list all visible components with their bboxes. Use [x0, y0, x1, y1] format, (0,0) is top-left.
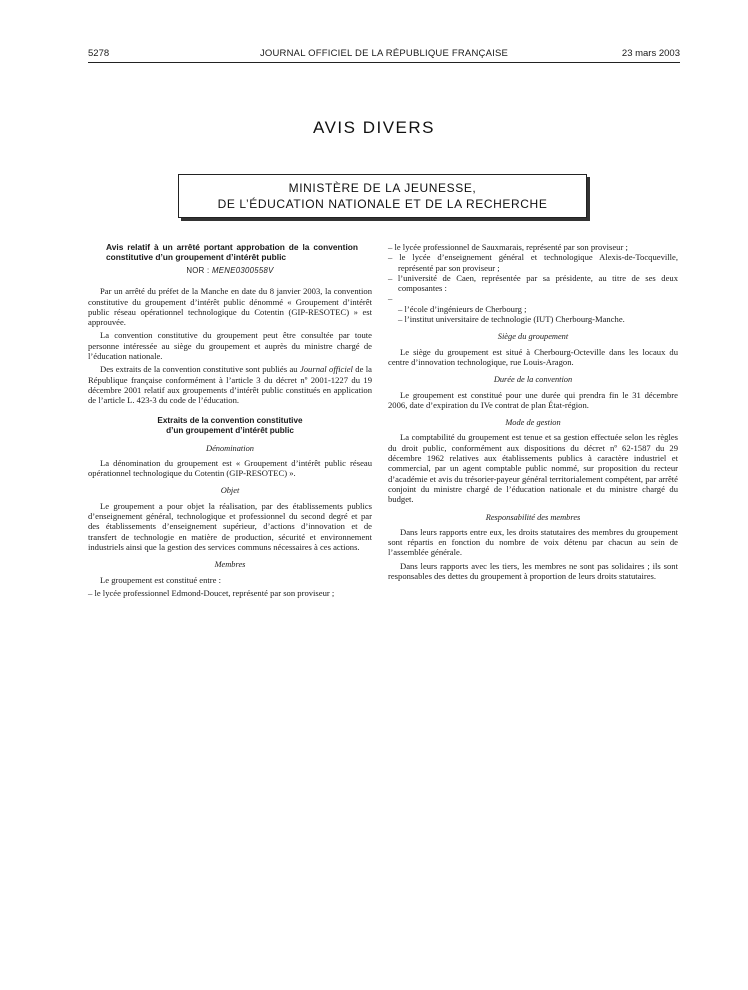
extraits-title	[88, 416, 372, 436]
extraits-title-line-2: d’un groupement d’intérêt public	[166, 425, 294, 435]
ministry-box	[178, 174, 587, 218]
membres-list-part-1	[88, 588, 372, 598]
avis-title: Avis relatif à un arrêté portant approbation de la convention constitutive d’un groupement d’intérêt public	[106, 242, 358, 262]
intro-paragraph: La convention constitutive du groupement peut être consultée par toute personne intéressée au siège du groupement et auprès du ministre chargé de l’éducation nationale.	[88, 330, 372, 362]
membre-sub-item: – l’institut universitaire de technologie (IUT) Cherbourg-Manche.	[398, 314, 678, 324]
membre-item: – le lycée professionnel de Sauxmarais, représenté par son proviseur ;	[388, 242, 678, 252]
nor-label: NOR :	[186, 266, 212, 275]
membre-item: – le lycée d’enseignement général et technologique Alexis-de-Tocqueville, représenté par son proviseur ;	[388, 252, 678, 273]
left-column	[88, 242, 372, 601]
membre-sub-list-holder	[388, 293, 678, 324]
responsabilite-paragraph: Dans leurs rapports entre eux, les droits statutaires des membres du groupement sont répartis en fonction du nombre de voix détenu par chacun au sein de l’assemblée générale.	[388, 526, 678, 558]
membre-sub-list	[398, 304, 678, 325]
jo-paragraph	[88, 364, 372, 405]
running-header	[88, 48, 680, 63]
extraits-title-line-1: Extraits de la convention constitutive	[157, 415, 303, 425]
membre-sub-item: – – l’école d’ingénieurs de Cherbourg ;	[398, 304, 678, 314]
siege-heading: Siège du groupement	[497, 332, 569, 342]
publication-date: 23 mars 2003	[621, 48, 680, 59]
intro-paragraph: Par un arrêté du préfet de la Manche en date du 8 janvier 2003, la convention constitutive du groupement d’intérêt public dénommé « Groupement d’intérêt public réseau opérationnel technologique du Cotentin (GIP-RESOTEC) » est approuvée.	[88, 286, 372, 328]
responsabilite-heading: Responsabilité des membres	[485, 512, 581, 522]
gestion-text: La comptabilité du groupement est tenue et sa gestion effectuée selon les règles du droit public, conformément aux dispositions du décret nº 62-1587 du 29 décembre 1962 relatives aux établissements publics à caractère industriel et commercial, par un agent comptable public nommé, sur proposition du recteur d’académie et avis du trésorier-payeur général territorialement compétent, par arrêté conjoint du ministre chargé de l’éducation nationale et du ministre chargé du budget.	[388, 432, 678, 505]
objet-text: Le groupement a pour objet la réalisation, par des établissements publics d’enseignement général, technologique et professionnel du second degré et par des établissements d’enseignement supérieur, d’actions d’innovation et de transfert de technologie en matière de production, sécurité et environnement industriels ainsi que la gestion des services communs nécessaires à ces actions.	[88, 500, 372, 552]
denomination-text: La dénomination du groupement est « Groupement d’intérêt public réseau opérationnel technologique du Cotentin (GIP-RESOTEC) ».	[88, 457, 372, 479]
ministry-line-2: DE L’ÉDUCATION NATIONALE ET DE LA RECHERCHE	[217, 197, 548, 211]
nor-code: MENE0300558V	[211, 266, 274, 275]
membre-item: – l’université de Caen, représentée par sa présidente, au titre de ses deux composantes :	[388, 273, 678, 294]
responsabilite-paragraph: Dans leurs rapports avec les tiers, les membres ne sont pas solidaires ; ils sont responsables des dettes du groupement à proportion de leurs droits statutaires.	[388, 560, 678, 582]
jo-text-italic: Journal officiel	[299, 364, 353, 375]
duree-heading: Durée de la convention	[493, 375, 573, 385]
membre-item: – le lycée professionnel Edmond-Doucet, représenté par son proviseur ;	[88, 588, 372, 598]
denomination-heading: Dénomination	[206, 443, 254, 453]
nor-reference	[88, 266, 372, 276]
jo-text-after: de la République française conformément à l’article 3 du décret nº 2001-1227 du 19 décembre 2001 relatif aux groupements d’intérêt public constitués en application de l’article L. 423-3 du code de l’éducation.	[88, 364, 372, 406]
objet-heading: Objet	[220, 486, 240, 496]
membres-list-part-2	[388, 242, 678, 324]
membres-intro: Le groupement est constitué entre :	[100, 574, 221, 585]
gestion-heading: Mode de gestion	[505, 418, 561, 428]
siege-text: Le siège du groupement est situé à Cherbourg-Octeville dans les locaux du centre d’innovation technologique, rue Louis-Aragon.	[388, 346, 678, 367]
membres-heading: Membres	[214, 560, 246, 570]
ministry-line-1: MINISTÈRE DE LA JEUNESSE,	[288, 181, 477, 195]
journal-title: JOURNAL OFFICIEL DE LA RÉPUBLIQUE FRANÇAISE	[259, 48, 509, 59]
duree-text: Le groupement est constitué pour une durée qui prendra fin le 31 décembre 2006, date d’expiration du IVe contrat de plan État-région.	[388, 389, 678, 410]
page-number: 5278	[88, 48, 110, 59]
section-title: AVIS DIVERS	[313, 118, 435, 137]
right-column	[388, 242, 678, 584]
jo-text-before: Des extraits de la convention constitutive sont publiés au	[100, 364, 300, 375]
